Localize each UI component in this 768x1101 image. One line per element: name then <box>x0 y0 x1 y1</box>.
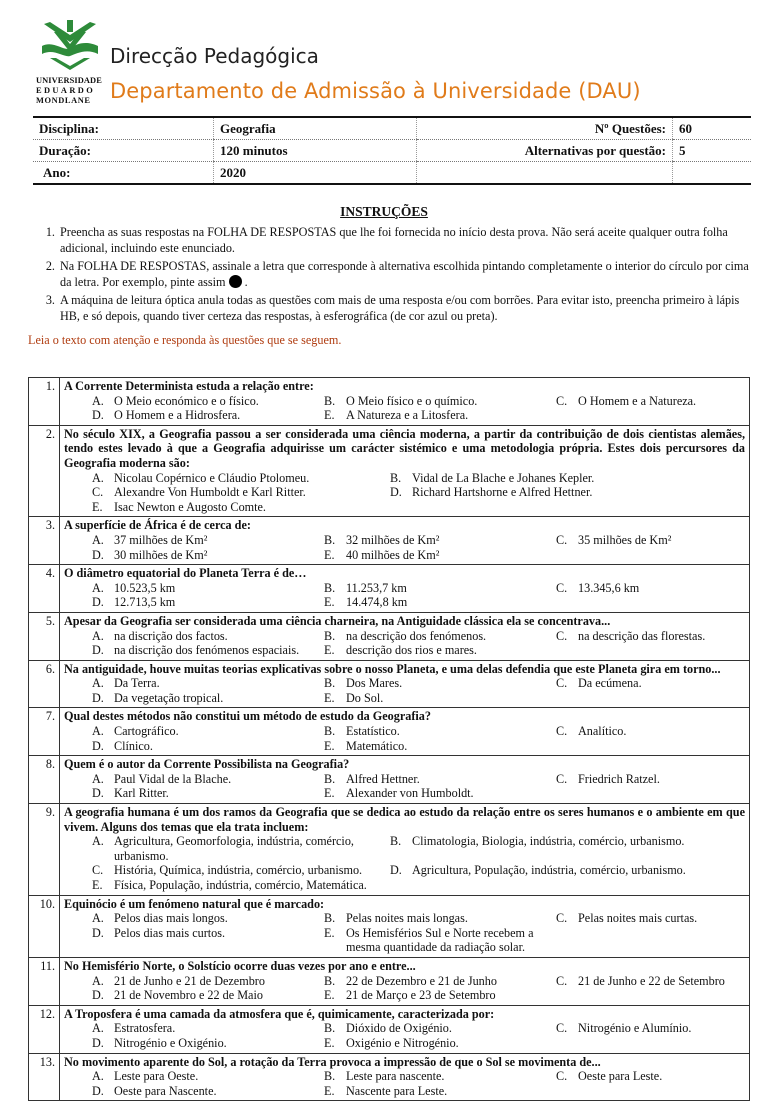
answer-option-e: E. Oxigénio e Nitrogénio. <box>324 1035 459 1050</box>
question-text: A Troposfera é uma camada da atmosfera que é, quimicamente, caracterizada por: <box>64 1006 495 1021</box>
answer-option-e: E. Os Hemisférios Sul e Norte recebem a mesma quantidade da radiação solar. <box>324 926 556 955</box>
answer-option-c: C. Alexandre Von Humboldt e Karl Ritter. <box>92 485 306 500</box>
answer-text: Oeste para Leste. <box>578 1069 663 1084</box>
answer-text: Agricultura, População, indústria, comércio, urbanismo. <box>412 863 686 878</box>
answer-text: Da vegetação tropical. <box>114 690 224 705</box>
answer-option-e: E. Isac Newton e Augosto Comte. <box>92 499 266 514</box>
answer-option-c: C. Analítico. <box>556 724 627 739</box>
answer-text: Pelos dias mais longos. <box>114 911 228 926</box>
answer-option-a: A. Estratosfera. <box>92 1021 176 1036</box>
question-number: 3. <box>29 517 60 565</box>
question-row <box>29 756 750 804</box>
answer-text: 14.474,8 km <box>346 595 408 610</box>
question-text: O diâmetro equatorial do Planeta Terra é de… <box>64 566 307 581</box>
answer-text: Vidal de La Blache e Johanes Kepler. <box>412 470 595 485</box>
answer-option-e: E. Física, População, indústria, comércio, Matemática. <box>92 878 367 892</box>
answer-option-e: E. descrição dos rios e mares. <box>324 643 477 658</box>
question-number: 6. <box>29 660 60 708</box>
answer-text: Climatologia, Biologia, indústria, comércio, urbanismo. <box>412 834 685 849</box>
question-number: 7. <box>29 708 60 756</box>
instruction-item: 2. Na FOLHA DE RESPOSTAS, assinale a letra que corresponde à alternativa escolhida pintando completamente o interior do círculo por cima da letra. Por exemplo, pinte assim . <box>58 258 758 290</box>
answer-text: 11.253,7 km <box>346 580 407 595</box>
answer-text: Nascente para Leste. <box>346 1083 448 1098</box>
answer-text: Do Sol. <box>346 690 384 705</box>
answer-option-e: E. A Natureza e a Litosfera. <box>324 408 469 423</box>
answer-option-d: D. Pelos dias mais curtos. <box>92 926 324 955</box>
answer-text: Estatístico. <box>346 724 400 739</box>
answer-text: Dióxido de Oxigénio. <box>346 1021 452 1036</box>
answer-text: 21 de Março e 23 de Setembro <box>346 988 496 1003</box>
answer-option-a: A. O Meio económico e o físico. <box>92 393 259 408</box>
instruction-item: 1. Preencha as suas respostas na FOLHA DE RESPOSTAS que lhe foi fornecida no início desta prova. Não será aceite qualquer outra folha adicional, incluindo este enunciado. <box>58 224 758 256</box>
question-text: Qual destes métodos não constitui um método de estudo da Geografia? <box>64 709 431 724</box>
disciplina-value: Geografia <box>214 117 417 140</box>
answer-option-d: D. Karl Ritter. <box>92 786 169 801</box>
answer-text: Richard Hartshorne e Alfred Hettner. <box>412 485 593 500</box>
question-number: 8. <box>29 756 60 804</box>
answer-text: 35 milhões de Km² <box>578 532 672 547</box>
answer-option-a: A. Leste para Oeste. <box>92 1069 199 1084</box>
answer-option-e: E. Alexander von Humboldt. <box>324 786 474 801</box>
answer-text: O Homem e a Natureza. <box>578 393 697 408</box>
answer-option-c: C. 13.345,6 km <box>556 580 640 595</box>
question-number: 9. <box>29 804 60 896</box>
answer-option-a: A. Nicolau Copérnico e Cláudio Ptolomeu. <box>92 470 310 485</box>
answer-option-c: C. na descrição das florestas. <box>556 628 706 643</box>
question-text: Na antiguidade, houve muitas teorias explicativas sobre o nosso Planeta, e uma delas defendia que este Planeta gira em torno... <box>64 661 721 676</box>
question-text: A Corrente Determinista estuda a relação entre: <box>64 379 314 393</box>
question-row <box>29 957 750 1005</box>
answer-option-b: B. Climatologia, Biologia, indústria, comércio, urbanismo. <box>390 834 688 863</box>
question-text: No século XIX, a Geografia passou a ser considerada uma ciência moderna, a partir da contribuição de dois cientistas alemães, tendo estes levado à que a Geografia adquirisse um carácter sistémico e uma metodologia própria. Estes dois percursores da Geografia moderna são: <box>64 426 745 470</box>
answer-text: Estratosfera. <box>114 1021 176 1036</box>
answer-text: 30 milhões de Km² <box>114 547 208 562</box>
logo-line-2: EDUARDO <box>36 86 96 95</box>
answer-option-e: E. 21 de Março e 23 de Setembro <box>324 988 496 1003</box>
question-number: 13. <box>29 1053 60 1101</box>
answer-text: Alfred Hettner. <box>346 771 420 786</box>
answer-option-d: D. Nitrogénio e Oxigénio. <box>92 1035 227 1050</box>
answer-option-d: D. Oeste para Nascente. <box>92 1083 217 1098</box>
answer-option-c: C. Oeste para Leste. <box>556 1069 663 1084</box>
answer-option-a: A. Da Terra. <box>92 676 160 691</box>
answer-text: Paul Vidal de la Blache. <box>114 771 232 786</box>
answer-option-a: A. 37 milhões de Km² <box>92 532 208 547</box>
header-title: Direcção Pedagógica <box>110 44 319 68</box>
answer-option-e: E. Nascente para Leste. <box>324 1083 448 1098</box>
answer-option-e: E. Matemático. <box>324 738 408 753</box>
answer-text: 12.713,5 km <box>114 595 176 610</box>
university-logo <box>36 18 104 108</box>
question-text: Equinócio é um fenómeno natural que é marcado: <box>64 896 325 911</box>
question-number: 2. <box>29 425 60 517</box>
instruction-item: 3. A máquina de leitura óptica anula todas as questões com mais de uma resposta e/ou com borrões. Para evitar isto, preencha primeiro à lápis HB, e só depois, quando tiver certeza das respostas, à esferográfica (de cor azul ou preta). <box>58 292 758 324</box>
alternativas-label: Alternativas por questão: <box>417 140 673 162</box>
answer-text: Clínico. <box>114 738 153 753</box>
answer-option-c: C. Nitrogénio e Alumínio. <box>556 1021 692 1036</box>
answer-text: Os Hemisférios Sul e Norte recebem a mesma quantidade da radiação solar. <box>346 925 534 955</box>
answer-text: Matemático. <box>346 738 408 753</box>
filled-circle-icon <box>229 275 242 288</box>
answer-text: O Meio económico e o físico. <box>114 393 259 408</box>
answer-text: 40 milhões de Km² <box>346 547 440 562</box>
question-row <box>29 1005 750 1053</box>
answer-text: História, Química, indústria, comércio, urbanismo. <box>114 863 363 878</box>
answer-text: Cartográfico. <box>114 724 179 739</box>
answer-option-d: D. Richard Hartshorne e Alfred Hettner. <box>390 485 593 500</box>
question-row <box>29 660 750 708</box>
answer-option-d: D. Clínico. <box>92 738 153 753</box>
answer-text: Leste para nascente. <box>346 1069 445 1084</box>
answer-option-e: E. 40 milhões de Km² <box>324 547 440 562</box>
answer-text: 13.345,6 km <box>578 580 640 595</box>
answer-text: Analítico. <box>578 724 627 739</box>
nquestoes-label: Nº Questões: <box>417 117 673 140</box>
answer-option-c: C. O Homem e a Natureza. <box>556 393 697 408</box>
question-row <box>29 1053 750 1101</box>
answer-option-c: C. 35 milhões de Km² <box>556 532 672 547</box>
answer-text: O Homem e a Hidrosfera. <box>114 408 241 423</box>
answer-option-b: B. Dióxido de Oxigénio. <box>324 1021 452 1036</box>
answer-option-b: B. 11.253,7 km <box>324 580 407 595</box>
answer-option-b: B. 32 milhões de Km² <box>324 532 440 547</box>
answer-text: O Meio físico e o químico. <box>346 393 478 408</box>
answer-option-a: A. Paul Vidal de la Blache. <box>92 771 232 786</box>
answer-text: 22 de Dezembro e 21 de Junho <box>346 973 497 988</box>
question-row <box>29 895 750 957</box>
answer-text: Física, População, indústria, comércio, Matemática. <box>114 878 367 892</box>
answer-option-b: B. O Meio físico e o químico. <box>324 393 478 408</box>
question-number: 11. <box>29 957 60 1005</box>
answer-option-b: B. Alfred Hettner. <box>324 771 420 786</box>
answer-text: 21 de Junho e 22 de Setembro <box>578 973 725 988</box>
question-text: Quem é o autor da Corrente Possibilista na Geografia? <box>64 757 350 772</box>
question-row <box>29 378 750 426</box>
answer-text: Agricultura, Geomorfologia, indústria, comércio, urbanismo. <box>114 834 354 863</box>
answer-option-c: C. História, Química, indústria, comércio, urbanismo. <box>92 863 363 878</box>
question-row <box>29 612 750 660</box>
question-number: 12. <box>29 1005 60 1053</box>
answer-text: na descrição dos fenómenos. <box>346 628 487 643</box>
header-subtitle: Departamento de Admissão à Universidade (DAU) <box>110 79 641 103</box>
duracao-value: 120 minutos <box>214 140 417 162</box>
duracao-label: Duração: <box>33 140 214 162</box>
answer-option-a: A. na discrição dos factos. <box>92 628 228 643</box>
question-number: 10. <box>29 895 60 957</box>
nquestoes-value: 60 <box>673 117 752 140</box>
answer-text: Da ecúmena. <box>578 676 642 691</box>
answer-text: na discrição dos fenómenos espaciais. <box>114 643 300 658</box>
lead-text: Leia o texto com atenção e responda às questões que se seguem. <box>28 333 342 347</box>
answer-text: 37 milhões de Km² <box>114 532 208 547</box>
answer-option-b: B. 22 de Dezembro e 21 de Junho <box>324 973 497 988</box>
question-text: No Hemisfério Norte, o Solstício ocorre duas vezes por ano e entre... <box>64 958 416 973</box>
question-text: No movimento aparente do Sol, a rotação da Terra provoca a impressão de que o Sol se movimenta de... <box>64 1054 601 1069</box>
question-row <box>29 517 750 565</box>
answer-text: Friedrich Ratzel. <box>578 771 660 786</box>
question-number: 1. <box>29 378 60 426</box>
answer-option-e: E. Do Sol. <box>324 690 384 705</box>
answer-option-b: B. Vidal de La Blache e Johanes Kepler. <box>390 470 595 485</box>
answer-option-d: D. Agricultura, População, indústria, comércio, urbanismo. <box>390 863 686 878</box>
answer-option-b: B. Estatístico. <box>324 724 400 739</box>
question-number: 5. <box>29 612 60 660</box>
ano-label: Ano: <box>33 162 214 185</box>
question-row <box>29 804 750 896</box>
answer-text: 32 milhões de Km² <box>346 532 440 547</box>
answer-option-c: C. Da ecúmena. <box>556 676 642 691</box>
question-number: 4. <box>29 565 60 613</box>
answer-option-a: A. Agricultura, Geomorfologia, indústria, comércio, urbanismo. <box>92 834 390 863</box>
answer-option-d: D. 12.713,5 km <box>92 595 176 610</box>
answer-option-a: A. Pelos dias mais longos. <box>92 911 228 926</box>
logo-line-1: UNIVERSIDADE <box>36 76 102 85</box>
answer-text: Da Terra. <box>114 676 160 691</box>
header <box>36 18 736 110</box>
answer-text: na discrição dos factos. <box>114 628 228 643</box>
question-text: Apesar da Geografia ser considerada uma ciência charneira, na Antiguidade clássica ela se concentrava... <box>64 613 611 628</box>
answer-text: Karl Ritter. <box>114 786 169 801</box>
answer-option-b: B. Leste para nascente. <box>324 1069 445 1084</box>
answer-text: descrição dos rios e mares. <box>346 643 477 658</box>
instructions-list <box>34 224 758 326</box>
instructions-title: INSTRUÇÕES <box>340 204 428 219</box>
answer-text: 21 de Novembro e 22 de Maio <box>114 988 263 1003</box>
answer-option-d: D. O Homem e a Hidrosfera. <box>92 408 241 423</box>
logo-emblem-icon <box>40 18 100 74</box>
question-text: A superfície de África é de cerca de: <box>64 518 251 533</box>
answer-text: Leste para Oeste. <box>114 1069 199 1084</box>
question-row <box>29 425 750 517</box>
alternativas-value: 5 <box>673 140 752 162</box>
answer-option-a: A. Cartográfico. <box>92 724 179 739</box>
answer-text: Oeste para Nascente. <box>114 1083 217 1098</box>
answer-text: Pelas noites mais longas. <box>346 911 468 926</box>
answer-text: Dos Mares. <box>346 676 403 691</box>
ano-value: 2020 <box>214 162 417 185</box>
answer-option-c: C. Pelas noites mais curtas. <box>556 911 698 926</box>
answer-option-a: A. 21 de Junho e 21 de Dezembro <box>92 973 265 988</box>
answer-text: na descrição das florestas. <box>578 628 706 643</box>
answer-text: Pelos dias mais curtos. <box>114 925 226 940</box>
answer-text: A Natureza e a Litosfera. <box>346 408 469 423</box>
answer-text: Nicolau Copérnico e Cláudio Ptolomeu. <box>114 470 310 485</box>
answer-text: Nitrogénio e Oxigénio. <box>114 1035 227 1050</box>
answer-option-b: B. Dos Mares. <box>324 676 403 691</box>
answer-text: Alexandre Von Humboldt e Karl Ritter. <box>114 485 306 500</box>
answer-option-c: C. Friedrich Ratzel. <box>556 771 660 786</box>
question-text: A geografia humana é um dos ramos da Geografia que se dedica ao estudo da relação entre os seres humanos e o ambiente em que vivem. Alguns dos temas que ela trata incluem: <box>64 805 745 834</box>
answer-text: Alexander von Humboldt. <box>346 786 474 801</box>
exam-info-table <box>33 116 751 185</box>
answer-option-d: D. 30 milhões de Km² <box>92 547 208 562</box>
answer-option-d: D. na discrição dos fenómenos espaciais. <box>92 643 300 658</box>
answer-option-b: B. na descrição dos fenómenos. <box>324 628 487 643</box>
answer-text: Isac Newton e Augosto Comte. <box>114 499 266 514</box>
answer-option-a: A. 10.523,5 km <box>92 580 176 595</box>
disciplina-label: Disciplina: <box>33 117 214 140</box>
question-row <box>29 708 750 756</box>
answer-option-b: B. Pelas noites mais longas. <box>324 911 468 926</box>
logo-line-3: MONDLANE <box>36 96 91 105</box>
question-row <box>29 565 750 613</box>
answer-text: Pelas noites mais curtas. <box>578 911 698 926</box>
answer-option-d: D. Da vegetação tropical. <box>92 690 224 705</box>
answer-text: 10.523,5 km <box>114 580 176 595</box>
answer-text: Nitrogénio e Alumínio. <box>578 1021 692 1036</box>
answer-option-d: D. 21 de Novembro e 22 de Maio <box>92 988 263 1003</box>
answer-option-e: E. 14.474,8 km <box>324 595 408 610</box>
answer-option-c: C. 21 de Junho e 22 de Setembro <box>556 973 725 988</box>
questions-table <box>28 377 750 1101</box>
answer-text: 21 de Junho e 21 de Dezembro <box>114 973 265 988</box>
answer-text: Oxigénio e Nitrogénio. <box>346 1035 459 1050</box>
